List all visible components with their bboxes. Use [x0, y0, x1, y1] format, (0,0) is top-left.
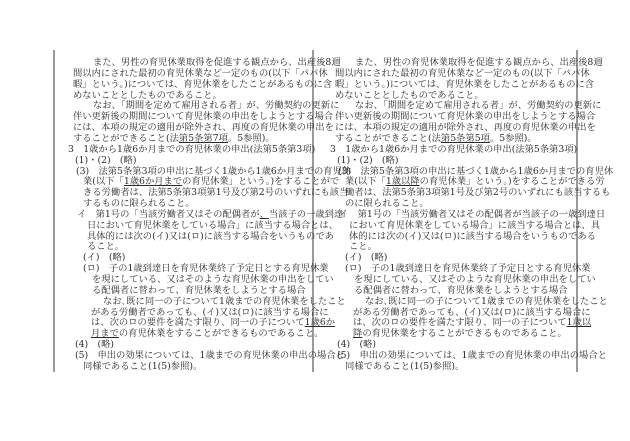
- text-line: [73, 78, 333, 90]
- text-segment: 伴い更新後の期間について育児休業の申出をしようとする場合: [73, 111, 334, 123]
- text-segment: の育児休業」という。)をすることができる労: [419, 176, 605, 188]
- text-line: [335, 67, 590, 79]
- text-segment: る配偶者に替わって、育児休業をしようとする場合: [92, 284, 306, 296]
- text-segment: る配偶者に替わって、育児休業をしようとする場合: [354, 284, 568, 296]
- text-segment: また、男性の育児休業取得を促進する観点から、出産後8週: [355, 57, 603, 68]
- text-segment: には、本項の規定の適用が除外され、再度の育児休業の申出を: [73, 122, 334, 134]
- text-line: [103, 295, 346, 307]
- text-segment: することができること(法: [335, 132, 441, 144]
- text-segment: 同様であること(1(5)参照)。: [345, 360, 465, 372]
- amended-text: 1歳6か: [304, 317, 336, 329]
- text-segment: がある労働者であっても、(イ)又は(ロ)に該当する場合に: [353, 306, 591, 318]
- text-segment: 具体的には次の(イ)又は(ロ)に該当する場合をいうものであ: [87, 230, 334, 242]
- text-line: [93, 57, 341, 68]
- text-line: [73, 111, 334, 123]
- text-segment: 体的には次の(イ)又は(ロ)に該当する場合をいうものである: [349, 230, 596, 242]
- text-segment: こと。: [349, 241, 377, 253]
- text-line: [83, 176, 340, 188]
- amended-text: 、: [259, 208, 269, 220]
- text-segment: ること。: [87, 241, 125, 253]
- text-line: [337, 339, 572, 350]
- amended-text: 第5条第7項: [178, 132, 228, 144]
- text-line: [345, 263, 591, 275]
- text-line: [330, 143, 578, 155]
- text-segment: を現にしている、又はそのような育児休業の申出をしてい: [354, 274, 596, 285]
- text-line: [87, 219, 339, 231]
- text-segment: (4) (略): [337, 339, 377, 351]
- text-line: [83, 361, 310, 372]
- text-line: [349, 241, 572, 252]
- text-segment: (4) (略): [75, 339, 115, 351]
- text-segment: がある労働者であっても、(イ)又は(ロ)に該当する場合に: [91, 306, 329, 318]
- text-line: [335, 90, 572, 101]
- text-line: [345, 187, 611, 199]
- text-segment: 業(以下「: [345, 176, 386, 188]
- text-segment: 暇」という。)については、育児休業をしたことがあるものに含: [73, 78, 333, 90]
- text-line: [353, 306, 591, 318]
- text-segment: 日において育児休業をしている場合」に該当する場合とは、: [87, 219, 339, 231]
- text-line: [75, 349, 345, 361]
- text-segment: また、男性の育児休業取得を促進する観点から、出産後8週: [93, 57, 341, 68]
- text-segment: 暇」という。)については、育児休業をしたことがあるものに含: [335, 78, 595, 90]
- text-line: [335, 122, 596, 134]
- text-line: [353, 317, 592, 329]
- text-segment: 。5参照)。: [489, 132, 537, 144]
- text-line: [75, 155, 310, 166]
- text-line: [338, 165, 614, 177]
- text-line: [83, 187, 349, 199]
- text-line: [337, 155, 572, 166]
- text-line: [345, 198, 572, 209]
- text-line: [83, 252, 310, 263]
- amended-text: 第5条第5項: [440, 132, 490, 144]
- text-segment: には、本項の規定の適用が除外され、再度の育児休業の申出を: [335, 122, 596, 134]
- text-line: [87, 241, 310, 252]
- text-segment: 業(以下「: [83, 176, 124, 188]
- text-segment: 間以内にされた最初の育児休業など一定のもの(以下「パパ休: [73, 67, 328, 79]
- text-line: [73, 133, 310, 144]
- text-segment: するものに限られること。: [83, 198, 195, 210]
- text-line: [73, 67, 328, 79]
- text-line: [92, 285, 310, 296]
- text-segment: イ 第1号の「当該労働者又はその配偶者が当該子の一歳到達日: [339, 208, 606, 220]
- text-segment: 。5参照)。: [227, 132, 275, 144]
- text-line: [355, 57, 603, 68]
- text-line: [354, 285, 572, 296]
- text-line: [75, 339, 310, 350]
- text-segment: の育児休業をすることができるものであること。: [118, 328, 324, 340]
- text-segment: 間以内にされた最初の育児休業など一定のもの(以下「パパ休: [335, 67, 590, 79]
- text-segment: きる労働者は、法第5条第3項第1号及び第2号のいずれにも該当: [83, 187, 349, 199]
- text-line: [91, 317, 336, 329]
- text-line: [345, 361, 572, 372]
- text-segment: (イ) (略): [345, 252, 388, 264]
- text-segment: (5) 申出の効果については、1歳までの育児休業の申出の場合と: [337, 349, 607, 361]
- text-line: [73, 122, 334, 134]
- text-segment: (5) 申出の効果については、1歳までの育児休業の申出の場合と: [75, 349, 345, 361]
- left-column-left-border: [53, 50, 55, 372]
- text-line: [335, 111, 596, 123]
- text-segment: (3) 法第5条第3項の申出に基づく1歳から1歳6か月までの育児休: [338, 165, 614, 177]
- text-line: [91, 306, 329, 318]
- text-line: [365, 295, 608, 307]
- amended-text: 降: [353, 328, 363, 340]
- text-segment: めないこととしたものであること。: [73, 89, 222, 101]
- text-line: [77, 208, 344, 220]
- text-segment: することができること(法: [73, 132, 179, 144]
- text-segment: の育児休業」という。)をすることがで: [182, 176, 340, 188]
- text-segment: (1)・(2) (略): [75, 154, 137, 166]
- text-line: [92, 274, 334, 285]
- text-segment: なお、「期間を定めて雇用される者」が、労働契約の更新に: [355, 100, 602, 112]
- text-segment: (1)・(2) (略): [337, 154, 399, 166]
- text-segment: (ロ) 子の1歳到達日を育児休業終了予定日とする育児休業: [345, 263, 591, 275]
- text-line: [339, 208, 606, 220]
- amended-text: 月まで: [91, 328, 119, 340]
- text-segment: 3 1歳から1歳6か月までの育児休業の申出(法第5条第3項): [68, 143, 316, 155]
- text-segment: は、次のロの要件を満たす限り、同一の子について: [353, 317, 567, 329]
- text-line: [93, 100, 340, 112]
- text-line: [335, 78, 595, 90]
- text-segment: を現にしている、又はそのような育児休業の申出をしてい: [92, 274, 334, 285]
- text-segment: 当該子の一歳到達: [268, 208, 344, 220]
- amended-text: 1歳以: [566, 317, 592, 329]
- text-segment: 同様であること(1(5)参照)。: [83, 360, 203, 372]
- text-line: [354, 274, 596, 285]
- text-line: [87, 230, 334, 242]
- text-line: [349, 230, 596, 242]
- amended-text: 1歳6か月まで: [123, 176, 183, 188]
- text-line: [91, 328, 324, 340]
- text-line: [73, 90, 310, 101]
- text-segment: めないこととしたものであること。: [335, 89, 484, 101]
- amended-text: 1歳以降: [385, 176, 420, 188]
- text-segment: は、次のロの要件を満たす限り、同一の子について: [91, 317, 305, 329]
- text-line: [83, 198, 310, 209]
- text-segment: 働者は、法第5条第3項第1号及び第2号のいずれにも該当するも: [345, 187, 611, 199]
- text-segment: において育児休業をしている場合」に該当する場合とは、具: [349, 219, 601, 231]
- text-segment: (3) 法第5条第3項の申出に基づく1歳から1歳6か月までの育児休: [76, 165, 352, 177]
- text-segment: なお､既に同一の子について1歳までの育児休業をしたこと: [365, 295, 608, 307]
- text-segment: 伴い更新後の期間について育児休業の申出をしようとする場合: [335, 111, 596, 123]
- text-line: [83, 263, 329, 275]
- text-segment: なお、「期間を定めて雇用される者」が、労働契約の更新に: [93, 100, 340, 112]
- text-line: [337, 349, 607, 361]
- text-segment: なお､既に同一の子について1歳までの育児休業をしたこと: [103, 295, 346, 307]
- text-line: [76, 165, 352, 177]
- text-segment: (イ) (略): [83, 252, 126, 264]
- text-line: [355, 100, 602, 112]
- text-line: [353, 328, 572, 339]
- text-line: [345, 252, 572, 263]
- text-line: [349, 219, 601, 231]
- text-segment: イ 第1号の「当該労働者又はその配偶者が: [77, 208, 260, 220]
- text-segment: の育児休業をすることができるものであること。: [362, 328, 567, 340]
- text-line: [68, 143, 316, 155]
- text-line: [335, 133, 572, 144]
- text-segment: (ロ) 子の1歳到達日を育児休業終了予定日とする育児休業: [83, 263, 329, 275]
- text-segment: 3 1歳から1歳6か月までの育児休業の申出(法第5条第3項): [330, 143, 578, 155]
- text-line: [345, 176, 605, 188]
- text-segment: のに限られること。: [345, 198, 429, 210]
